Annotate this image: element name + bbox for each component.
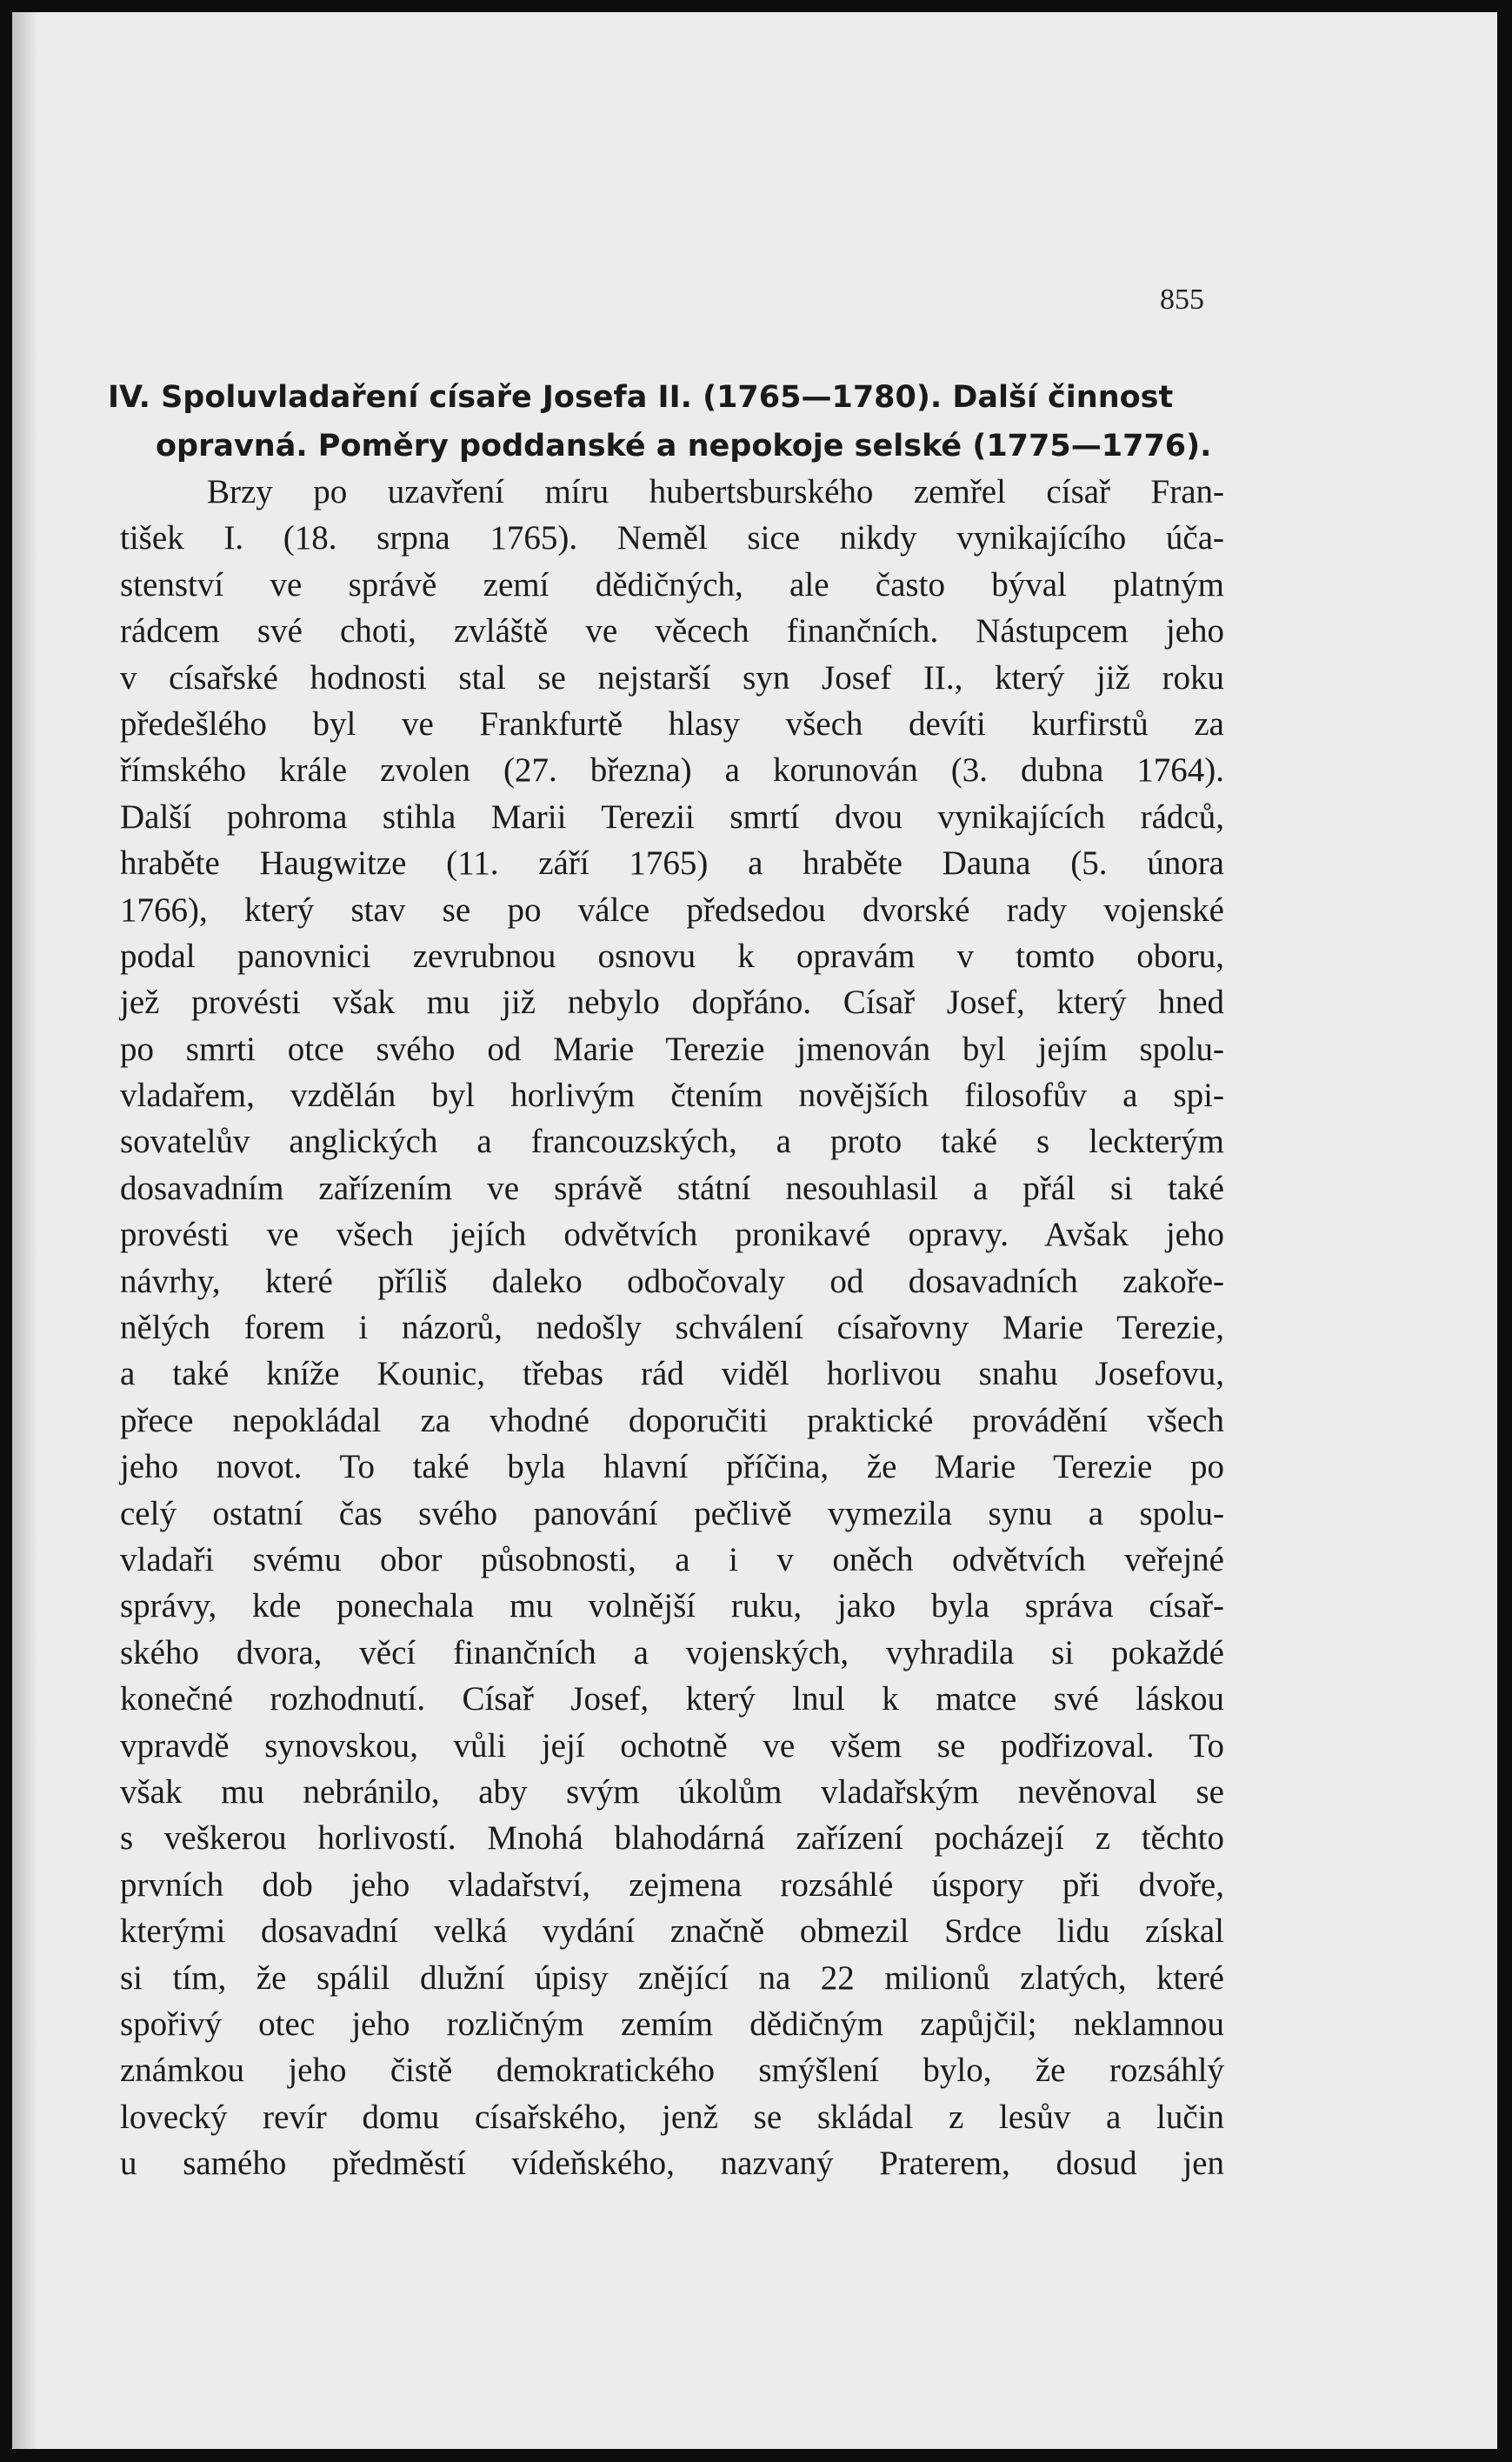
heading-line-1: IV. Spoluvladaření císaře Josefa II. (1765—1780). Další činnost [108,380,1174,415]
text-line: s veškerou horlivostí. Mnohá blahodárná zařízení pocházejí z těchto [120,1819,1224,1858]
text-line: nělých forem i názorů, nedošly schválení císařovny Marie Terezie, [120,1309,1224,1347]
text-line: dosavadním zařízením ve správě státní nesouhlasil a přál si také [120,1169,1224,1207]
text-line: předešlého byl ve Frankfurtě hlasy všech devíti kurfirstů za [120,704,1224,743]
text-line: u samého předměstí vídeňského, nazvaný Praterem, dosud jen [120,2145,1224,2183]
text-line: známkou jeho čistě demokratického smýšlení bylo, že rozsáhlý [120,2052,1224,2090]
text-line: provésti ve všech jejích odvětvích pronikavé opravy. Avšak jeho [120,1216,1224,1254]
heading-line-2: opravná. Poměry poddanské a nepokoje selské (1775—1776). [156,429,1212,464]
text-line: prvních dob jeho vladařství, zejmena rozsáhlé úspory při dvoře, [120,1865,1224,1904]
text-line: jeho novot. To také byla hlavní příčina, že Marie Terezie po [120,1448,1224,1486]
text-line: vladařem, vzdělán byl horlivým čtením novějších filosofův a spi- [120,1077,1224,1115]
text-line: vpravdě synovskou, vůli její ochotně ve všem se podřizoval. To [120,1726,1224,1765]
page-edge-shadow [12,12,38,2449]
text-line: jež provésti však mu již nebylo dopřáno. Císař Josef, který hned [120,984,1224,1022]
text-line: spořivý otec jeho rozličným zemím dědičným zapůjčil; neklamnou [120,2005,1224,2043]
page-number: 855 [1160,284,1204,316]
text-line: římského krále zvolen (27. března) a korunován (3. dubna 1764). [120,751,1224,790]
text-line: celý ostatní čas svého panování pečlivě vymezila synu a spolu- [120,1494,1224,1532]
text-line: si tím, že spálil dlužní úpisy znějící na 22 milionů zlatých, které [120,1958,1224,1997]
book-page [12,12,1497,2449]
text-line: Brzy po uzavření míru hubertsburského zemřel císař Fran- [207,473,1224,510]
text-line: a také kníže Kounic, třebas rád viděl horlivou snahu Josefovu, [120,1355,1224,1393]
text-line: však mu nebránilo, aby svým úkolům vladařským nevěnoval se [120,1772,1224,1811]
text-line: vladaři svému obor působnosti, a i v oněch odvětvích veřejné [120,1540,1224,1578]
text-line: tišek I. (18. srpna 1765). Neměl sice nikdy vynikajícího úča- [120,519,1224,557]
text-line: lovecký revír domu císařského, jenž se skládal z lesův a lučin [120,2098,1224,2136]
text-line: 1766), který stav se po válce předsedou dvorské rady vojenské [120,891,1224,929]
text-line: v císařské hodnosti stal se nejstarší syn Josef II., který již roku [120,658,1224,697]
text-line: kterými dosavadní velká vydání značně obmezil Srdce lidu získal [120,1912,1224,1951]
text-line: podal panovnici zevrubnou osnovu k opravám v tomto oboru, [120,937,1224,975]
section-heading [108,373,1221,470]
text-line: sovatelův anglických a francouzských, a proto také s leckterým [120,1123,1224,1161]
body-paragraph [120,469,1224,2186]
text-line: hraběte Haugwitze (11. září 1765) a hraběte Dauna (5. února [120,844,1224,883]
text-line: Další pohroma stihla Marii Terezii smrtí dvou vynikajících rádců, [120,797,1224,836]
text-line: stenství ve správě zemí dědičných, ale často býval platným [120,565,1224,604]
text-line: konečné rozhodnutí. Císař Josef, který lnul k matce své láskou [120,1680,1224,1718]
text-line: správy, kde ponechala mu volnější ruku, jako byla správa císař- [120,1587,1224,1625]
text-line: po smrti otce svého od Marie Terezie jmenován byl jejím spolu- [120,1030,1224,1068]
text-line: ského dvora, věcí finančních a vojenských, vyhradila si pokaždé [120,1633,1224,1671]
text-line: rádcem své choti, zvláště ve věcech finančních. Nástupcem jeho [120,612,1224,651]
text-line: přece nepokládal za vhodné doporučiti praktické provádění všech [120,1401,1224,1439]
text-line: návrhy, které příliš daleko odbočovaly od dosavadních zakoře- [120,1262,1224,1300]
